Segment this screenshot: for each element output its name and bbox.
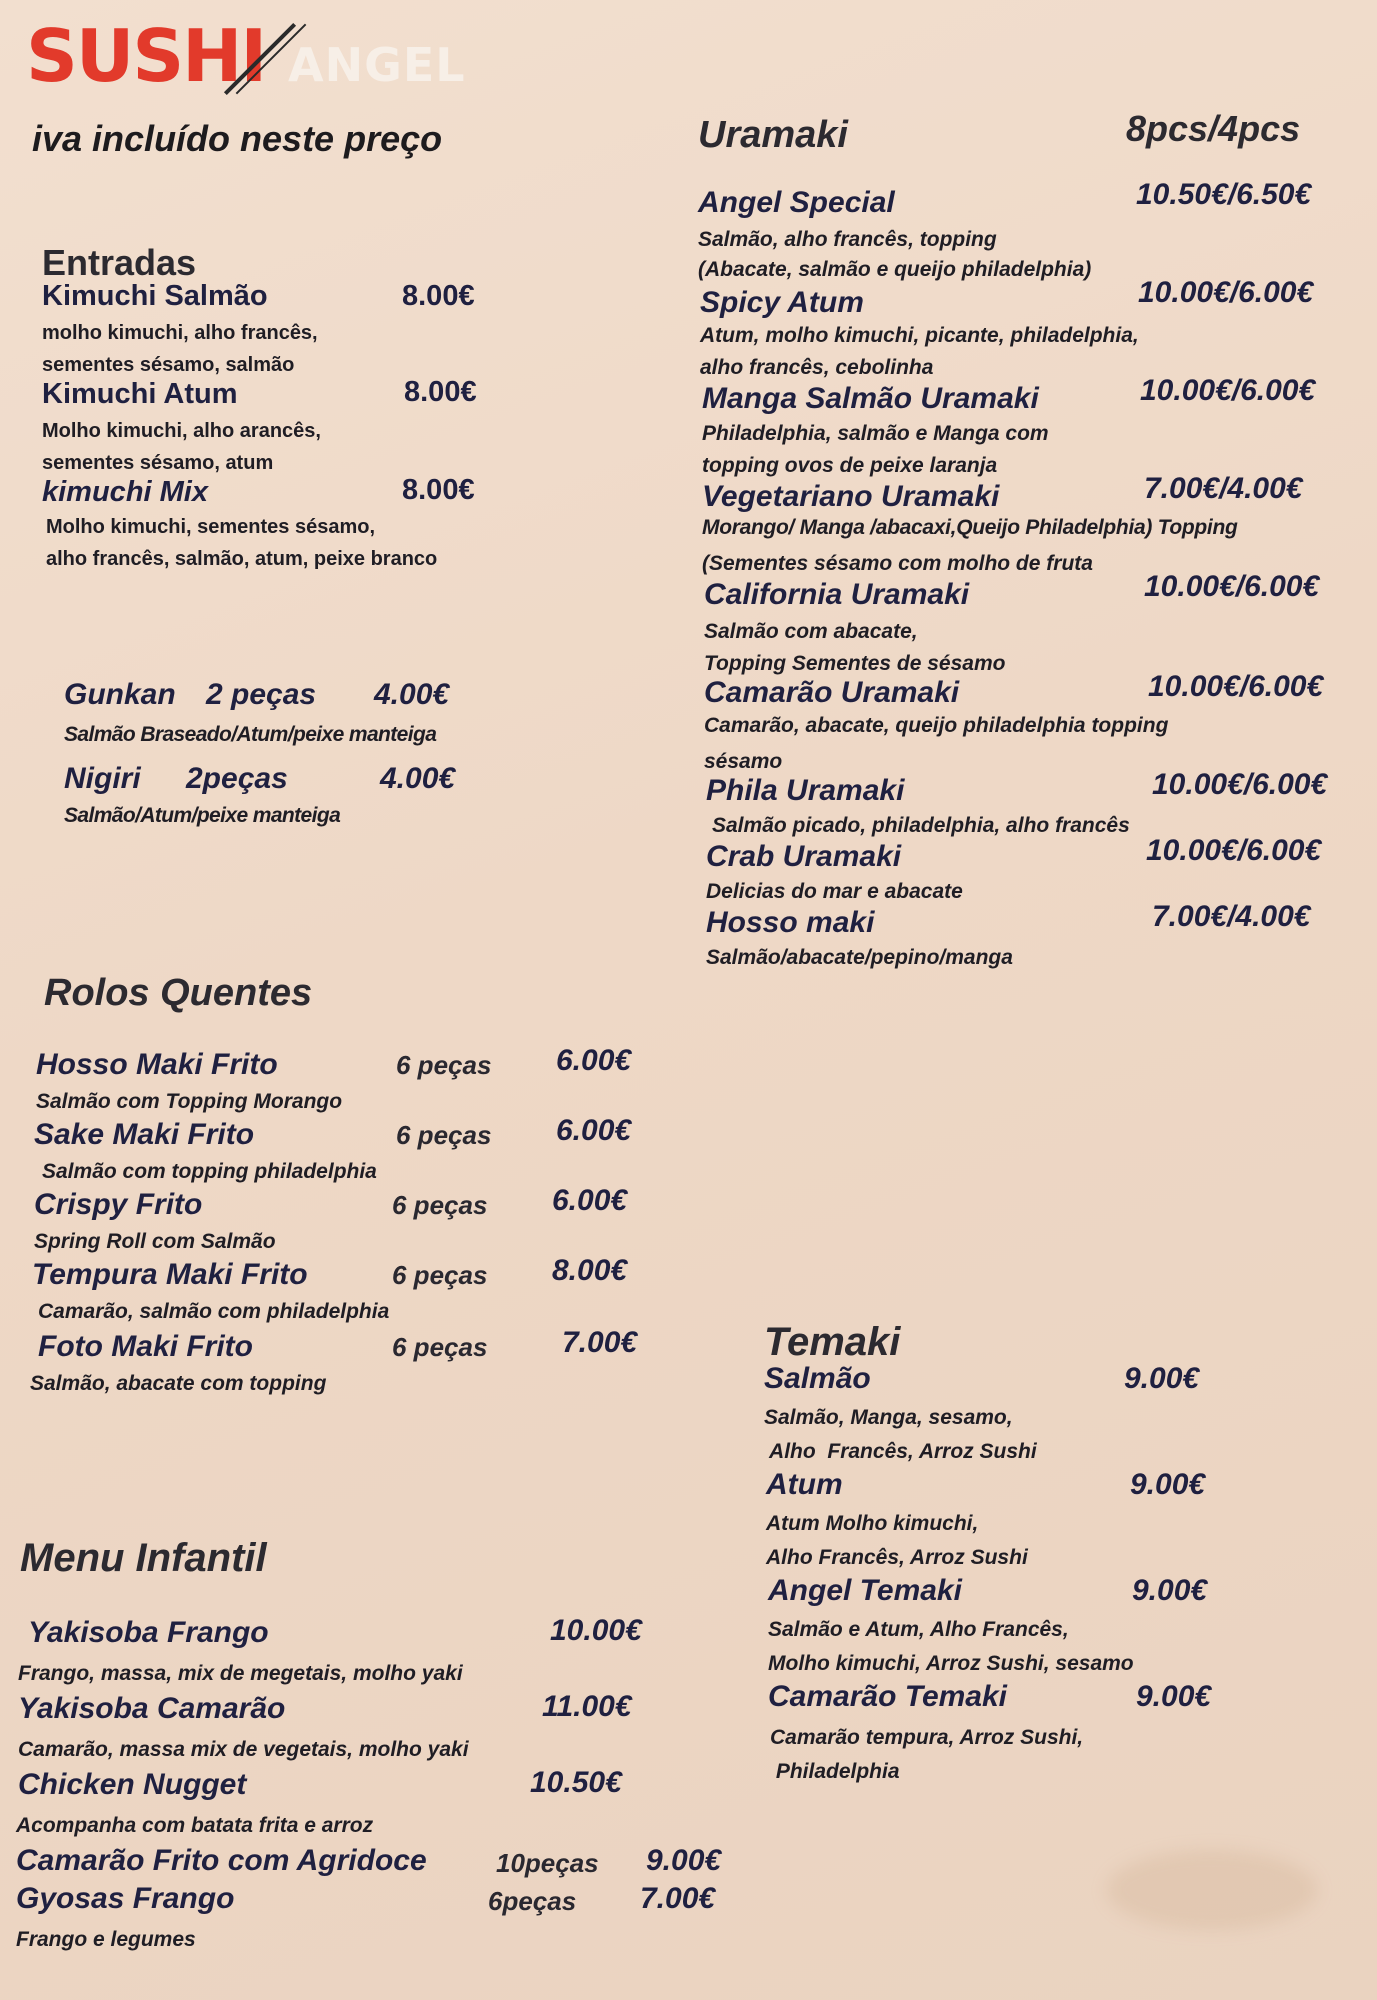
menu-item-price: 6.00€ [556, 1044, 632, 1077]
menu-item-name: Chicken Nugget [18, 1768, 247, 1801]
menu-item-desc: (Abacate, salmão e queijo philadelphia) [698, 258, 1092, 281]
section-title-entradas: Entradas [42, 242, 197, 283]
menu-item-name: Yakisoba Frango [28, 1616, 269, 1649]
menu-item-desc: Salmão, abacate com topping [30, 1372, 327, 1395]
menu-item-desc: Salmão, alho francês, topping [698, 228, 997, 251]
menu-item-desc: Frango e legumes [16, 1928, 196, 1951]
menu-item-name: Atum [766, 1468, 843, 1501]
menu-item-qty: 6 peças [396, 1050, 492, 1080]
menu-item-price: 9.00€ [1124, 1362, 1200, 1395]
menu-item-price: 6.00€ [552, 1184, 628, 1217]
menu-item-qty: 10peças [496, 1848, 599, 1878]
menu-item-desc: topping ovos de peixe laranja [702, 454, 998, 477]
menu-item-name: Salmão [764, 1362, 871, 1395]
menu-item-desc: Alho Francês, Arroz Sushi [764, 1440, 1037, 1463]
menu-item-name: Gyosas Frango [16, 1882, 235, 1915]
menu-item-desc: Molho kimuchi, alho arancês, [42, 420, 321, 442]
menu-item-name: kimuchi Mix [42, 476, 208, 508]
section-title-rolos-quentes: Rolos Quentes [44, 972, 313, 1014]
menu-item-desc: Salmão com Topping Morango [36, 1090, 343, 1113]
menu-item-qty: 6 peças [392, 1190, 488, 1220]
menu-item-price: 8.00€ [404, 376, 477, 408]
menu-item-qty: 6peças [488, 1886, 577, 1916]
logo-sushi-text: SUSHI [26, 14, 266, 98]
paper-stain [1107, 1850, 1317, 1930]
menu-item-qty: 6 peças [396, 1120, 492, 1150]
menu-item-desc: Frango, massa, mix de megetais, molho yaki [18, 1662, 463, 1685]
menu-item-price: 6.00€ [556, 1114, 632, 1147]
menu-item-name: Kimuchi Atum [42, 378, 238, 410]
section-title-uramaki: Uramaki [698, 114, 848, 156]
menu-item-price: 8.00€ [402, 474, 475, 506]
menu-item-name: Angel Temaki [768, 1574, 962, 1607]
menu-item-price: 7.00€/4.00€ [1144, 472, 1303, 505]
menu-item-price: 10.00€/6.00€ [1152, 768, 1328, 801]
menu-item-desc: Salmão, Manga, sesamo, [764, 1406, 1013, 1429]
uramaki-size-label: 8pcs/4pcs [1126, 108, 1301, 149]
menu-item-price: 10.00€/6.00€ [1148, 670, 1324, 703]
menu-item-desc: Molho kimuchi, Arroz Sushi, sesamo [768, 1652, 1134, 1675]
menu-item-name: Crispy Frito [34, 1188, 203, 1221]
menu-item-desc: alho francês, salmão, atum, peixe branco [46, 548, 438, 570]
menu-item-name: Kimuchi Salmão [42, 280, 268, 312]
menu-item-desc: Acompanha com batata frita e arroz [16, 1814, 374, 1837]
menu-item-desc: Spring Roll com Salmão [34, 1230, 276, 1253]
menu-item-name: Spicy Atum [700, 286, 864, 319]
vat-note: iva incluído neste preço [32, 118, 443, 159]
menu-item-desc: Salmão com topping philadelphia [42, 1160, 377, 1183]
menu-item-desc: Salmão/abacate/pepino/manga [706, 946, 1013, 969]
menu-item-desc: Philadelphia, salmão e Manga com [702, 422, 1049, 445]
menu-item-price: 4.00€ [380, 762, 456, 795]
menu-item-name: Foto Maki Frito [38, 1330, 253, 1363]
menu-item-desc: alho francês, cebolinha [700, 356, 934, 379]
menu-item-price: 9.00€ [1132, 1574, 1208, 1607]
menu-item-price: 7.00€ [640, 1882, 716, 1915]
menu-item-name: California Uramaki [704, 578, 970, 611]
menu-item-price: 9.00€ [1130, 1468, 1206, 1501]
menu-item-name: Angel Special [698, 186, 895, 219]
menu-item-name: Vegetariano Uramaki [702, 480, 1000, 513]
menu-item-desc: Salmão e Atum, Alho Francês, [768, 1618, 1069, 1641]
menu-item-name: Yakisoba Camarão [18, 1692, 286, 1725]
menu-item-name: Nigiri [64, 762, 141, 795]
menu-item-price: 10.00€/6.00€ [1144, 570, 1320, 603]
menu-item-price: 10.00€/6.00€ [1140, 374, 1316, 407]
menu-item-price: 11.00€ [542, 1690, 632, 1723]
menu-item-name: Gunkan [64, 678, 176, 711]
menu-item-price: 10.00€ [550, 1614, 642, 1647]
menu-item-price: 9.00€ [646, 1844, 722, 1877]
menu-item-price: 10.00€/6.00€ [1146, 834, 1322, 867]
menu-item-desc: sementes sésamo, atum [42, 452, 274, 474]
menu-item-name: Camarão Temaki [768, 1680, 1008, 1713]
menu-item-price: 7.00€ [562, 1326, 638, 1359]
menu-item-desc: Camarão, massa mix de vegetais, molho yaki [18, 1738, 469, 1761]
menu-item-qty: 6 peças [392, 1260, 488, 1290]
menu-item-price: 8.00€ [552, 1254, 628, 1287]
menu-item-desc: Atum, molho kimuchi, picante, philadelphia, [700, 324, 1139, 347]
menu-item-name: Camarão Frito com Agridoce [16, 1844, 427, 1877]
menu-item-desc: sementes sésamo, salmão [42, 354, 295, 376]
logo-angel-text: ANGEL [288, 38, 466, 92]
menu-item-price: 9.00€ [1136, 1680, 1212, 1713]
menu-item-qty: 2peças [186, 762, 288, 795]
menu-item-desc: sésamo [704, 750, 783, 773]
menu-item-name: Sake Maki Frito [34, 1118, 255, 1151]
menu-item-price: 8.00€ [402, 280, 475, 312]
menu-item-name: Hosso maki [706, 906, 875, 939]
menu-item-desc: Salmão picado, philadelphia, alho francês [712, 814, 1130, 837]
menu-item-name: Crab Uramaki [706, 840, 902, 873]
menu-item-desc: Morango/ Manga /abacaxi,Queijo Philadelphia) Topping [702, 516, 1238, 539]
menu-item-desc: Salmão/Atum/peixe manteiga [64, 804, 341, 827]
menu-item-desc: Atum Molho kimuchi, [766, 1512, 979, 1535]
menu-item-name: Phila Uramaki [706, 774, 905, 807]
menu-item-desc: Molho kimuchi, sementes sésamo, [46, 516, 375, 538]
menu-item-desc: Salmão Braseado/Atum/peixe manteiga [64, 723, 437, 746]
menu-item-price: 10.50€/6.50€ [1136, 178, 1312, 211]
menu-item-desc: Salmão com abacate, [704, 620, 918, 643]
menu-item-qty: 6 peças [392, 1332, 488, 1362]
menu-item-desc: Topping Sementes de sésamo [704, 652, 1006, 675]
menu-item-desc: Delicias do mar e abacate [706, 880, 963, 903]
section-title-menu-infantil: Menu Infantil [20, 1536, 267, 1580]
menu-item-desc: Camarão, abacate, queijo philadelphia topping [704, 714, 1169, 737]
menu-item-desc: Philadelphia [770, 1760, 900, 1783]
menu-item-price: 4.00€ [374, 678, 450, 711]
section-title-temaki: Temaki [764, 1320, 901, 1364]
menu-item-desc: Camarão, salmão com philadelphia [38, 1300, 390, 1323]
menu-item-price: 7.00€/4.00€ [1152, 900, 1311, 933]
menu-item-name: Manga Salmão Uramaki [702, 382, 1039, 415]
menu-item-desc: Alho Francês, Arroz Sushi [766, 1546, 1028, 1569]
menu-item-desc: Camarão tempura, Arroz Sushi, [770, 1726, 1084, 1749]
menu-item-qty: 2 peças [206, 678, 317, 711]
menu-item-price: 10.00€/6.00€ [1138, 276, 1314, 309]
menu-item-name: Hosso Maki Frito [36, 1048, 278, 1081]
menu-item-desc: molho kimuchi, alho francês, [42, 322, 318, 344]
menu-item-desc: (Sementes sésamo com molho de fruta [702, 552, 1093, 575]
menu-item-name: Tempura Maki Frito [32, 1258, 308, 1291]
menu-item-price: 10.50€ [530, 1766, 622, 1799]
menu-item-name: Camarão Uramaki [704, 676, 960, 709]
